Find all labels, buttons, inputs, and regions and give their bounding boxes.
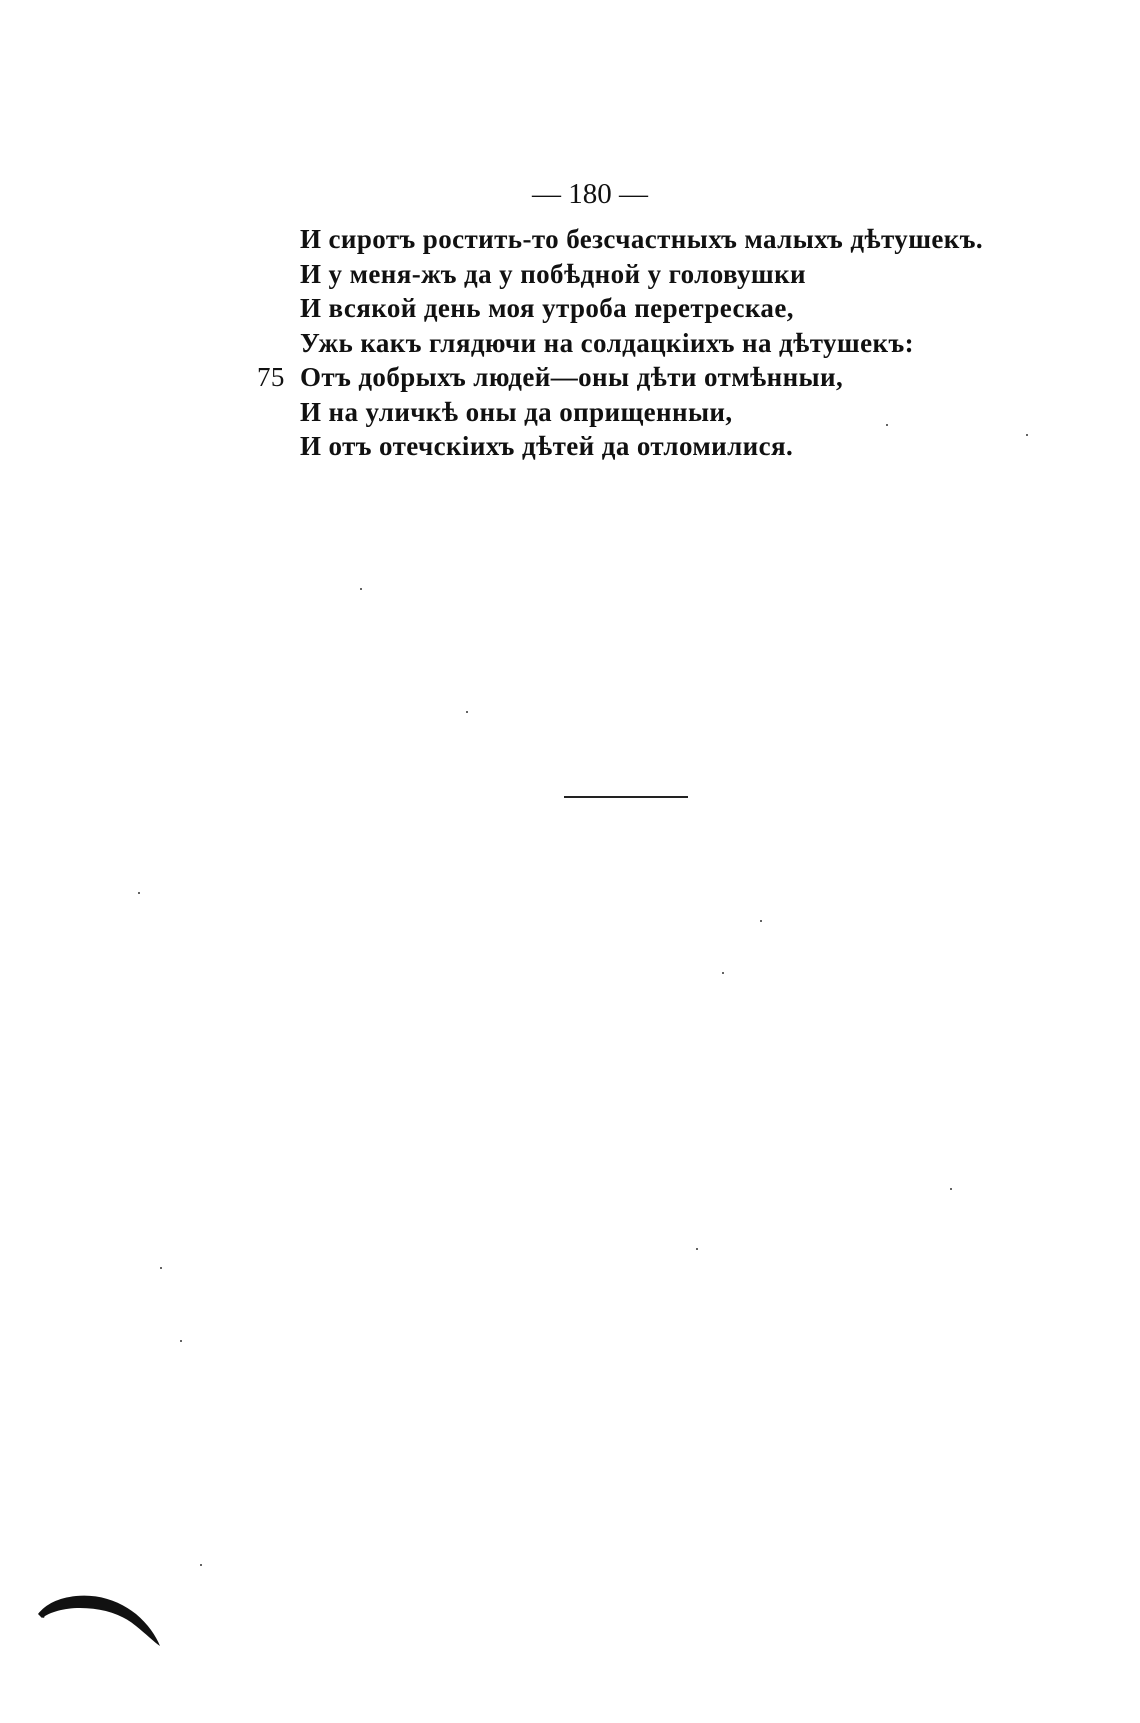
line-text: И на уличкѣ оны да оприщенныи, bbox=[300, 396, 733, 427]
scan-speck bbox=[466, 711, 468, 713]
scan-speck bbox=[200, 1564, 202, 1566]
poem-line bbox=[300, 257, 1020, 292]
poem-line bbox=[257, 360, 1020, 395]
scan-speck bbox=[760, 920, 762, 922]
poem-block bbox=[257, 222, 1020, 464]
scan-speck bbox=[138, 892, 140, 894]
line-number: 75 bbox=[257, 362, 285, 392]
poem-line bbox=[300, 291, 1020, 326]
poem-line bbox=[300, 429, 1020, 464]
scan-speck bbox=[886, 424, 888, 426]
line-text: И у меня-жъ да у побѣдной у головушки bbox=[300, 258, 807, 289]
line-text: И отъ отечскiихъ дѣтей да отломилися. bbox=[300, 431, 794, 461]
scan-speck bbox=[160, 1267, 162, 1269]
page-number: — 180 — bbox=[532, 178, 648, 210]
scan-speck bbox=[696, 1248, 698, 1250]
scan-speck bbox=[180, 1340, 182, 1342]
end-rule bbox=[564, 796, 688, 798]
scan-speck bbox=[1026, 434, 1028, 436]
line-text: Отъ добрыхъ людей—оны дѣти отмѣнныи, bbox=[300, 362, 844, 392]
scan-speck bbox=[360, 588, 362, 590]
poem-line bbox=[300, 395, 1020, 430]
scan-speck bbox=[950, 1188, 952, 1190]
line-text: И всякой день моя утроба перетрескае, bbox=[300, 293, 794, 323]
ink-blot-mark bbox=[36, 1580, 166, 1650]
scan-speck bbox=[722, 972, 724, 974]
line-text: Ужь какъ глядючи на солдацкiихъ на дѣтушекъ: bbox=[300, 327, 914, 358]
line-text: И сиротъ ростить-то безсчастныхъ малыхъ дѣтушекъ. bbox=[300, 224, 984, 254]
poem-line bbox=[300, 326, 1020, 361]
poem-line bbox=[300, 222, 1020, 257]
